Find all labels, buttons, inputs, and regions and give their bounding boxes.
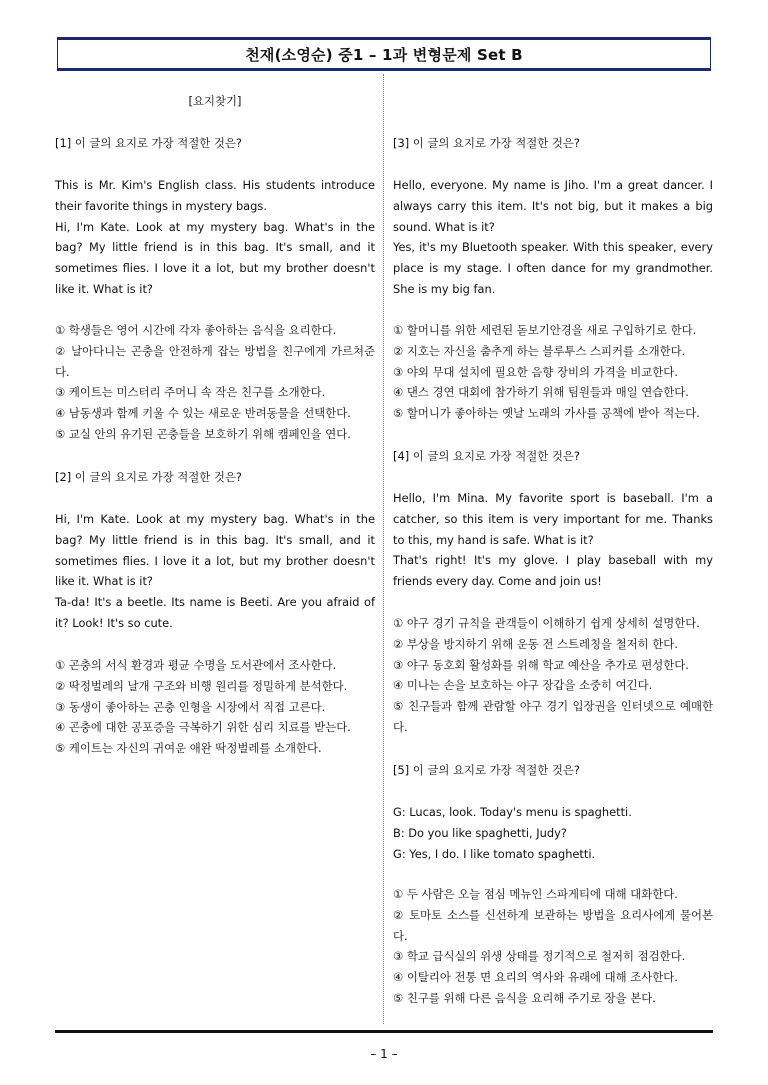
question-2-passage-text: Hi, I'm Kate. Look at my mystery bag. What's in the bag? My little friend is in this bag. It's small, and it sometimes flies. I love it a lot, but my brother doesn't like it. What is it? [55, 512, 375, 589]
question-5-prompt: [5] 이 글의 요지로 가장 적절한 것은? [393, 763, 580, 777]
dialogue-line: G: Yes, I do. I like tomato spaghetti. [393, 846, 596, 861]
option: ④ 댄스 경연 대회에 참가하기 위해 팀원들과 매일 연습한다. [393, 385, 689, 400]
section-title: [요지찾기] [188, 94, 242, 108]
option: ① 곤충의 서식 환경과 평균 수명을 도서관에서 조사한다. [55, 658, 337, 672]
option: ① 할머니를 위한 세련된 돋보기안경을 새로 구입하기로 한다. [393, 323, 697, 337]
header-box [57, 37, 711, 71]
question-2-passage-text: Ta-da! It's a beetle. Its name is Beeti. Are you afraid of it? Look! It's so cute. [55, 595, 375, 630]
option: ② 부상을 방지하기 위해 운동 전 스트레칭을 철저히 한다. [393, 636, 678, 651]
option: ⑤ 교실 안의 유기된 곤충들을 보호하기 위해 캠페인을 연다. [55, 426, 351, 441]
option: ③ 야구 동호회 활성화를 위해 학교 예산을 추가로 편성한다. [393, 657, 689, 672]
question-4-prompt: [4] 이 글의 요지로 가장 적절한 것은? [393, 449, 580, 463]
option: ② 토마토 소스를 신선하게 보관하는 방법을 요리사에게 물어본다. [393, 907, 713, 943]
question-3-prompt: [3] 이 글의 요지로 가장 적절한 것은? [393, 136, 580, 150]
option: ⑤ 할머니가 좋아하는 옛날 노래의 가사를 공책에 받아 적는다. [393, 406, 700, 421]
page-number: – 1 – [370, 1047, 398, 1061]
question-1-passage-text: Hi, I'm Kate. Look at my mystery bag. What's in the bag? My little friend is in this bag. It's small, and it sometimes flies. I love it a lot, but my brother doesn't like it. What is it? [55, 219, 375, 296]
question-1-options [55, 320, 375, 445]
option: ③ 동생이 좋아하는 곤충 인형을 시장에서 직접 고른다. [55, 699, 326, 714]
option: ① 학생들은 영어 시간에 각자 좋아하는 음식을 요리한다. [55, 323, 337, 337]
option: ② 지호는 자신을 춤추게 하는 블루투스 스피커를 소개한다. [393, 343, 686, 358]
question-5-options [393, 884, 713, 1009]
question-2-passage [55, 509, 375, 634]
question-1-prompt: [1] 이 글의 요지로 가장 적절한 것은? [55, 136, 242, 150]
option: ① 두 사람은 오늘 점심 메뉴인 스파게티에 대해 대화한다. [393, 887, 678, 901]
option: ⑤ 케이트는 자신의 귀여운 애완 딱정벌레를 소개한다. [55, 741, 322, 756]
option: ④ 미나는 손을 보호하는 야구 장갑을 소중히 여긴다. [393, 678, 653, 693]
option: ④ 곤충에 대한 공포증을 극복하기 위한 심리 치료를 받는다. [55, 720, 351, 735]
option: ③ 야외 무대 설치에 필요한 음향 장비의 가격을 비교한다. [393, 364, 678, 379]
option: ① 야구 경기 규칙을 관객들이 이해하기 쉽게 상세히 설명한다. [393, 616, 700, 630]
question-4-passage-text: That's right! It's my glove. I play baseball with my friends every day. Come and join us! [393, 553, 713, 589]
option: ④ 남동생과 함께 키울 수 있는 새로운 반려동물을 선택한다. [55, 406, 351, 421]
question-2-prompt: [2] 이 글의 요지로 가장 적절한 것은? [55, 470, 242, 484]
question-3-options [393, 320, 713, 424]
option: ⑤ 친구를 위해 다른 음식을 요리해 주기로 장을 본다. [393, 990, 656, 1005]
option: ② 날아다니는 곤충을 안전하게 잡는 방법을 친구에게 가르쳐준다. [55, 343, 375, 379]
dialogue-line: B: Do you like spaghetti, Judy? [393, 825, 567, 840]
option: ③ 케이트는 미스터리 주머니 속 작은 친구를 소개한다. [55, 385, 326, 400]
question-3-passage-text: Yes, it's my Bluetooth speaker. With this speaker, every place is my stage. I often dance for my grandmother. She is my big fan. [393, 240, 713, 296]
option: ⑤ 친구들과 함께 관람할 야구 경기 입장권을 인터넷으로 예매한다. [393, 699, 713, 734]
option: ② 딱정벌레의 날개 구조와 비행 원리를 정밀하게 분석한다. [55, 678, 348, 693]
column-divider [383, 74, 384, 1024]
question-4-passage [393, 488, 713, 592]
option: ③ 학교 급식실의 위생 상태를 정기적으로 철저히 점검한다. [393, 949, 686, 964]
question-2-options [55, 655, 375, 759]
question-1-passage [55, 175, 375, 300]
question-4-options [393, 613, 713, 738]
question-4-passage-text: Hello, I'm Mina. My favorite sport is baseball. I'm a catcher, so this item is very important for me. Thanks to this, my hand is safe. What is it? [393, 491, 713, 547]
dialogue-line: G: Lucas, look. Today's menu is spaghetti. [393, 805, 632, 819]
question-3-passage [393, 175, 713, 300]
question-1-passage-text: This is Mr. Kim's English class. His students introduce their favorite things in mystery bags. [55, 178, 375, 213]
question-5-passage [393, 802, 713, 864]
question-3-passage-text: Hello, everyone. My name is Jiho. I'm a great dancer. I always carry this item. It's not big, but it makes a big sound. What is it? [393, 178, 713, 234]
page-title: 천재(소영순) 중1 – 1과 변형문제 Set B [245, 45, 523, 64]
option: ④ 이탈리아 전통 면 요리의 역사와 유래에 대해 조사한다. [393, 970, 678, 985]
bottom-rule [55, 1030, 713, 1033]
